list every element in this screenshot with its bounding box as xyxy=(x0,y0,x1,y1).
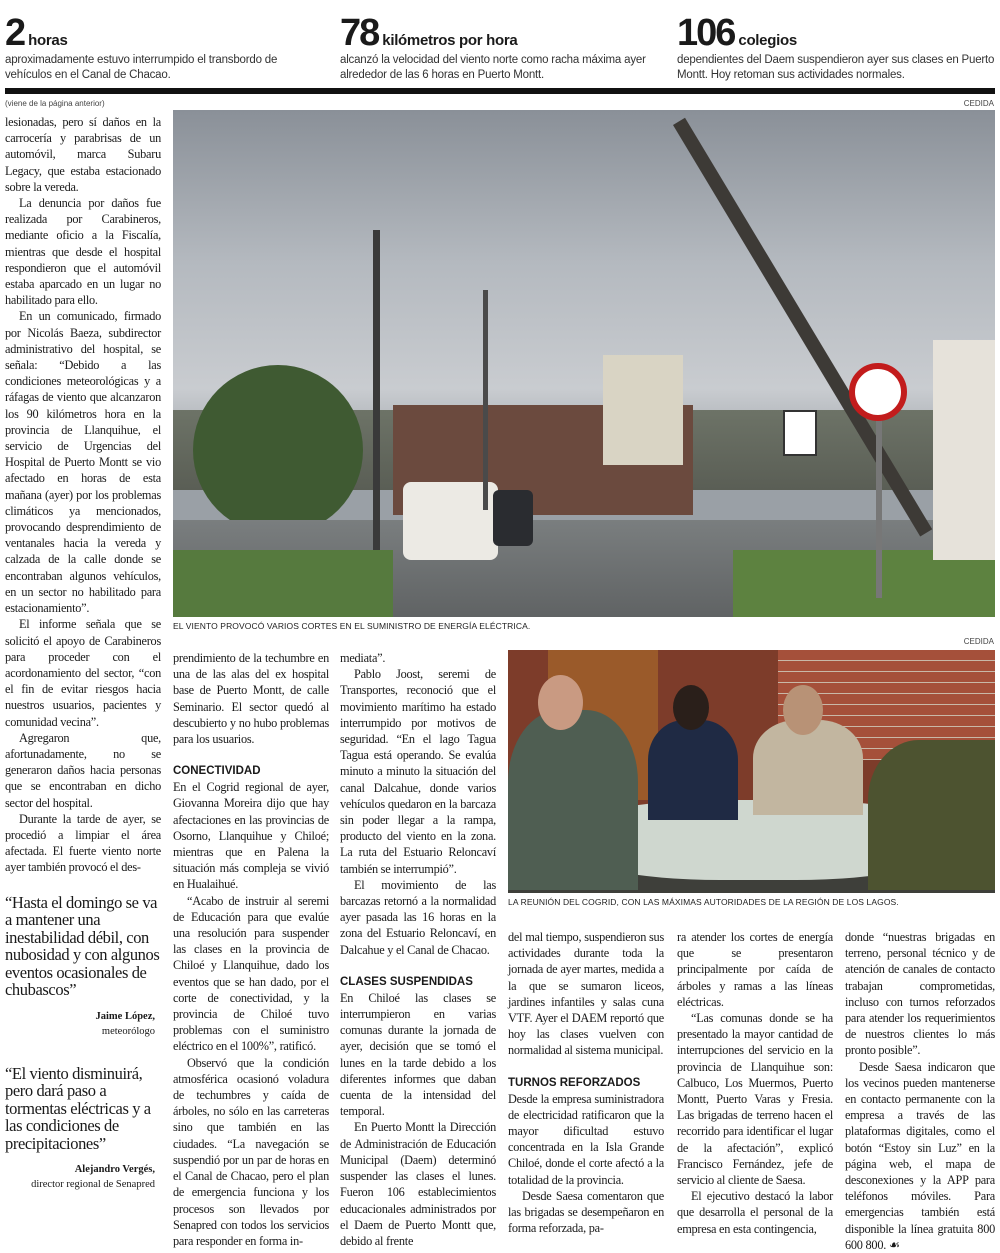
stat-number: 2 xyxy=(5,12,25,54)
paragraph: El informe señala que se solicitó el apoyo de Carabineros para proceder con el acordonamiento del sector, “con el fin de evitar riesgos hacia nuestros usuarios, pacientes y comunidad vecina”. xyxy=(5,617,161,729)
paragraph: Desde la empresa suministradora de electricidad ratificaron que la mayor dificultad estuvo concentrada en la Isla Grande Chiloé, donde el corte afectó a la totalidad de la provincia. xyxy=(508,1091,664,1187)
paragraph-text: Desde Saesa indicaron que los vecinos pueden mantenerse en contacto permanente con la empresa a través de las plataformas digitales, como el botón “Estoy sin Luz” en la página web, el mapa de desconexiones y la APP para teléfonos móviles. Para emergencias también está disponible la línea gratuita 800 600 800. xyxy=(845,1059,995,1252)
paragraph: lesionadas, pero sí daños en la carrocería y parabrisas de un automóvil, marca Subaru Legacy, que estaba estacionado sobre la vereda. xyxy=(5,115,161,194)
paragraph: Pablo Joost, seremi de Transportes, reconoció que el movimiento marítimo ha estado interrumpido por motivos de seguridad. “En el lago Tagua Tagua está operando. Se evalúa minuto a minuto la situación del canal Dalcahue, donde varios vehículos quedaron en la barcaza sin poder llegar a la rampa, producto del viento en la zona. La ruta del Estuario Reloncaví también se interrumpió”. xyxy=(340,667,496,876)
paragraph: Durante la tarde de ayer, se procedió a limpiar el área afectada. El fuerte viento norte ayer también provocó el des- xyxy=(5,811,161,875)
article-column-4 xyxy=(508,929,664,1236)
stat-unit: horas xyxy=(28,32,68,49)
pull-quote-1: “Hasta el domingo se va a mantener una inestabilidad débil, con nubosidad y con algunos eventos ocasionales de chubascos” xyxy=(5,892,160,1000)
quote-role: meteorólogo xyxy=(101,1025,155,1037)
pull-quote-2: “El viento disminuirá, pero dará paso a tormentas eléctricas y a las condiciones de precipitaciones” xyxy=(5,1063,151,1153)
paragraph: del mal tiempo, suspendieron sus actividades durante toda la jornada de ayer martes, medida a la que se sumaron liceos, jardines infantiles y salas cuna VTF. Ayer el DAEM reportó que hoy las clases vuelven con normalidad al sistema municipal. xyxy=(508,930,664,1058)
article-column-2 xyxy=(173,650,329,1249)
paragraph: En Chiloé las clases se interrumpieron en varias comunas durante la jornada de ayer, decisión que se tomó el lunes en la tarde debido a los diferentes informes que daban cuenta de la intensidad del temporal. xyxy=(340,990,496,1119)
paragraph: “Acabo de instruir al seremi de Educación para que evalúe una resolución para suspender las clases en la provincia de Chiloé y Llanquihue, dado los eventos que se han dado, por el corte de conectividad, y la provincia de Chiloé tuvo problemas con el suministro eléctrico en el 100%”, ratificó. xyxy=(173,893,329,1054)
article-column-3 xyxy=(340,650,496,1249)
stat-wind xyxy=(340,14,660,83)
article-column-5 xyxy=(677,929,833,1237)
quote-attribution-1 xyxy=(5,1009,155,1039)
paragraph: mediata”. xyxy=(340,651,386,665)
paragraph: En un comunicado, firmado por Nicolás Baeza, subdirector administrativo del hospital, se señala: “Debido a las condiciones meteorológicas y a ráfagas de viento que alcanzaron los 90 kilómetros hora en la provincia de Llanquihue, el servicio de Urgencias del Hospital de Puerto Montt se vio afectado en horas de esta mañana (ayer) por los problemas climáticos ya mencionados, provocando desprendimiento de ventanales hacia la vereda y calzada de la calle donde se encontraban algunos vehículos, en un sector no habilitado para estacionamiento”. xyxy=(5,309,161,616)
paragraph: prendimiento de la techumbre en una de las alas del ex hospital base de Puerto Montt, de calle Seminario. El sector quedó al descubierto y no hubo problemas para los usuarios. xyxy=(173,651,329,747)
stat-number: 78 xyxy=(340,12,379,54)
paragraph xyxy=(845,1059,995,1253)
article-column-1 xyxy=(5,114,161,876)
paragraph: donde “nuestras brigadas en terreno, personal técnico y de atención de canales de contacto trabajan comprometidas, incluso con turnos reforzados para atender los requerimientos de nuestros clientes lo más pronto posible”. xyxy=(845,930,995,1058)
paragraph: En Puerto Montt la Dirección de Administración de Educación Municipal (Daem) determinó suspender las clases el lunes. Fueron 106 establecimientos educacionales administrados por el Daem de Puerto Montt que, debido al frente xyxy=(340,1120,496,1248)
photo-cogrid-meeting xyxy=(508,650,995,893)
header-rule xyxy=(5,88,995,94)
stat-number: 106 xyxy=(677,12,735,54)
end-mark-icon: ☙ xyxy=(888,1237,900,1252)
subheading-turnos-reforzados: TURNOS REFORZADOS xyxy=(508,1076,641,1089)
paragraph: Desde Saesa comentaron que las brigadas se desempeñaron en forma reforzada, pa- xyxy=(508,1188,664,1236)
stat-description: dependientes del Daem suspendieron ayer sus clases en Puerto Montt. Hoy retoman sus actividades normales. xyxy=(677,54,995,81)
photo1-credit: CEDIDA xyxy=(963,99,994,108)
subheading-conectividad: CONECTIVIDAD xyxy=(173,765,261,778)
paragraph: El ejecutivo destacó la labor que desarrolla el personal de la empresa en esta contingencia, xyxy=(677,1189,833,1236)
stat-unit: kilómetros por hora xyxy=(382,32,518,49)
quote-author: Alejandro Vergés, xyxy=(74,1164,155,1176)
paragraph: En el Cogrid regional de ayer, Giovanna Moreira dijo que hay afectaciones en las provincias de Osorno, Llanquihue y Chiloé; mientras que en Palena la situación más compleja se vivió en Hualaihué. xyxy=(173,780,329,892)
photo2-credit: CEDIDA xyxy=(963,637,994,646)
subheading-clases-suspendidas: CLASES SUSPENDIDAS xyxy=(340,975,473,988)
photo2-caption: LA REUNIÓN DEL COGRID, CON LAS MÁXIMAS AUTORIDADES DE LA REGIÓN DE LOS LAGOS. xyxy=(508,897,899,907)
quote-attribution-2 xyxy=(5,1162,155,1192)
left-column xyxy=(5,114,161,1192)
paragraph: Agregaron que, afortunadamente, no se generaron daños hacia personas que se encontraban en dicho sector del hospital. xyxy=(5,730,161,810)
article-column-6 xyxy=(845,929,995,1253)
continued-note: (viene de la página anterior) xyxy=(5,99,105,108)
paragraph: La denuncia por daños fue realizada por Carabineros, mediante oficio a la Fiscalía, mientras que desde el hospital respondieron que el automóvil estaba aparcado en un lugar no habilitado para ello. xyxy=(5,196,161,308)
stat-schools xyxy=(677,14,997,83)
stat-description: alcanzó la velocidad del viento norte como racha máxima ayer alrededor de las 6 horas en Puerto Montt. xyxy=(340,54,646,81)
paragraph: Observó que la condición atmosférica ocasionó voladura de techumbres y caída de árboles, no sólo en las carreteras sino que también en las ciudades. “La navegación se suspendió por un par de horas en el Canal de Chacao, pero el plan de emergencia funciona y los procesos son llevados por Senapred con todos los servicios para responder en forma in- xyxy=(173,1055,329,1248)
stat-unit: colegios xyxy=(738,32,797,49)
photo1-caption: EL VIENTO PROVOCÓ VARIOS CORTES EN EL SUMINISTRO DE ENERGÍA ELÉCTRICA. xyxy=(173,621,531,631)
quote-role: director regional de Senapred xyxy=(31,1179,155,1191)
stat-description: aproximadamente estuvo interrumpido el transbordo de vehículos en el Canal de Chacao. xyxy=(5,54,278,81)
paragraph: ra atender los cortes de energía que se presentaron principalmente por caída de árboles y ramas a las líneas eléctricas. xyxy=(677,930,833,1009)
photo-storm-street xyxy=(173,110,995,617)
quote-author: Jaime López, xyxy=(95,1010,155,1022)
stat-hours xyxy=(5,14,325,83)
paragraph: El movimiento de las barcazas retornó a la normalidad ayer pasada las 16 horas en la zona del Estuario Reloncaví, en Dalcahue y el Canal de Chacao. xyxy=(340,877,496,957)
paragraph: “Las comunas donde se ha presentado la mayor cantidad de interrupciones del servicio en la provincia de Llanquihue son: Calbuco, Los Muermos, Puerto Montt, Puerto Varas y Fresia. Las brigadas de terreno hacen el recorrido para identificar el lugar de la afectación”, explicó Francisco Fernández, jefe de servicio al cliente de Saesa. xyxy=(677,1011,833,1188)
